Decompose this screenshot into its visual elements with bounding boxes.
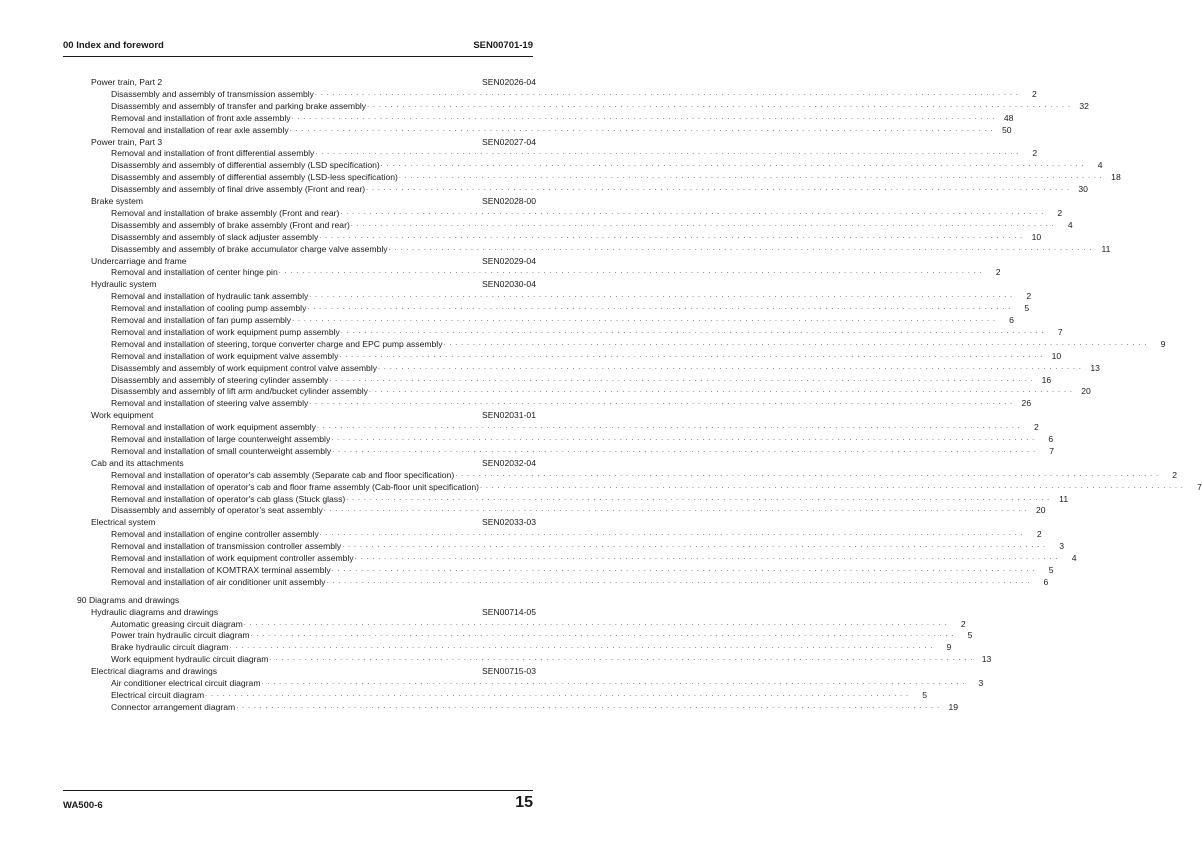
toc-entry: [111, 564, 1054, 576]
dot-leader: . . . . . . . . . . . . . . . . . . . . . . . . . . . . . . . . . . . . . . . . . . . . . . . . . . . . . . . . . . . . . . . . . . . . . . . . . . . . . . . . . . . . . . . . . . . . . . . . . . . . . . . . . . . . . . . . . . . . . . . .: [398, 173, 1103, 181]
dot-leader: . . . . . . . . . . . . . . . . . . . . . . . . . . . . . . . . . . . . . . . . . . . . . . . . . . . . . . . . . . . . . . . . . . . . . . . . . . . . . . . . . . . . . . . . . . . . . . . . . . . . . . . . . . . . . . . . . . . . . . . .: [480, 482, 1184, 490]
toc-entry: [111, 397, 1032, 409]
dot-leader: . . . . . . . . . . . . . . . . . . . . . . . . . . . . . . . . . . . . . . . . . . . . . . . . . . . . . . . . . . . . . . . . . . . . . . . . . . . . . . . . . . . . . . . . . . . . . . . . . . . . . . . . . . . . . . . . . . . . . . . .: [261, 679, 966, 686]
toc-entry-page: 3: [1059, 541, 1065, 552]
dot-leader: . . . . . . . . . . . . . . . . . . . . . . . . . . . . . . . . . . . . . . . . . . . . . . . . . . . . . . . . . . . . . . . . . . . . . . . . . . . . . . . . . . . . . . . . . . . . . . . . . . . . . . . . . . . . . . . . . . . . . . . .: [291, 113, 996, 121]
section-heading: [91, 136, 536, 148]
toc-entry-page: 2: [1026, 291, 1032, 302]
dot-leader: . . . . . . . . . . . . . . . . . . . . . . . . . . . . . . . . . . . . . . . . . . . . . . . . . . . . . . . . . . . . . . . . . . . . . . . . . . . . . . . . . . . . . . . . . . . . . . . . . . . . . . . . . . . . . . . . . . . . . . . .: [205, 690, 909, 698]
toc-entry-title: Removal and installation of hydraulic tank assembly: [111, 291, 309, 302]
toc-entry: [111, 266, 1001, 278]
toc-entry: [111, 124, 1012, 136]
section-title: Electrical system: [91, 517, 156, 528]
toc-entry-title: Removal and installation of work equipment pump assembly: [111, 326, 340, 337]
toc-entry-page: 6: [1043, 576, 1049, 587]
toc-entry-title: Disassembly and assembly of brake assembly (Front and rear): [111, 219, 350, 230]
toc-entry-title: Removal and installation of transmission controller assembly: [111, 541, 342, 552]
toc-entry-title: Disassembly and assembly of brake accumulator charge valve assembly: [111, 243, 388, 254]
toc-entry-page: 9: [946, 642, 952, 653]
toc-entry-title: Brake hydraulic circuit diagram: [111, 642, 229, 653]
toc-entry-title: Air conditioner electrical circuit diagram: [111, 678, 261, 688]
toc-entry-title: Removal and installation of steering valve assembly: [111, 398, 309, 409]
dot-leader: . . . . . . . . . . . . . . . . . . . . . . . . . . . . . . . . . . . . . . . . . . . . . . . . . . . . . . . . . . . . . . . . . . . . . . . . . . . . . . . . . . . . . . . . . . . . . . . . . . . . . . . . . . . . . . . . . . . . . . . .: [340, 327, 1045, 335]
toc-entry-title: Disassembly and assembly of steering cylinder assembly: [111, 374, 329, 385]
toc-entry-page: 3: [978, 678, 984, 688]
toc-entry-title: Automatic greasing circuit diagram: [111, 618, 243, 629]
toc-entry: [111, 641, 952, 653]
toc-entry-title: Disassembly and assembly of differential assembly (LSD specification): [111, 160, 380, 171]
toc-entry-page: 2: [1032, 88, 1037, 99]
dot-leader: . . . . . . . . . . . . . . . . . . . . . . . . . . . . . . . . . . . . . . . . . . . . . . . . . . . . . . . . . . . . . . . . . . . . . . . . . . . . . . . . . . . . . . . . . . . . . . . . . . . . . . . . . . . . . . . . . . . . . . . .: [278, 268, 983, 276]
toc-entry-page: 13: [981, 654, 992, 665]
dot-leader: . . . . . . . . . . . . . . . . . . . . . . . . . . . . . . . . . . . . . . . . . . . . . . . . . . . . . . . . . . . . . . . . . . . . . . . . . . . . . . . . . . . . . . . . . . . . . . . . . . . . . . . . . . . . . . . . . . . . . . . .: [309, 399, 1014, 407]
toc-entry: [111, 302, 1030, 314]
section-title: Hydraulic diagrams and drawings: [91, 606, 219, 617]
section-title: Cab and its attachments: [91, 457, 184, 468]
toc-entry-page: 2: [1032, 148, 1038, 159]
section-heading: [91, 665, 536, 677]
section-code: SEN02029-04: [482, 255, 536, 266]
section-code: SEN02032-04: [482, 457, 536, 468]
section-code: SEN02030-04: [482, 279, 536, 290]
toc-entry-page: 20: [1081, 386, 1091, 397]
toc-entry-page: 10: [1031, 231, 1042, 242]
toc-entry-title: Disassembly and assembly of transfer and parking brake assembly: [111, 100, 367, 111]
section-code: SEN02033-03: [482, 517, 536, 528]
toc-entry: [111, 207, 1063, 219]
toc-entry: [111, 493, 1069, 505]
dot-leader: . . . . . . . . . . . . . . . . . . . . . . . . . . . . . . . . . . . . . . . . . . . . . . . . . . . . . . . . . . . . . . . . . . . . . . . . . . . . . . . . . . . . . . . . . . . . . . . . . . . . . . . . . . . . . . . . . . . . . . . .: [331, 435, 1036, 442]
section-heading: [91, 516, 536, 528]
toc-entry: [111, 528, 1042, 540]
dot-leader: . . . . . . . . . . . . . . . . . . . . . . . . . . . . . . . . . . . . . . . . . . . . . . . . . . . . . . . . . . . . . . . . . . . . . . . . . . . . . . . . . . . . . . . . . . . . . . . . . . . . . . . . . . . . . . . . . . . . . . . .: [307, 304, 1012, 312]
toc-entry: [111, 445, 1055, 457]
toc-entry-page: 6: [1048, 434, 1054, 444]
toc-entry-title: Removal and installation of operator's cab glass (Stuck glass): [111, 493, 346, 504]
toc-entry-title: Removal and installation of front axle assembly: [111, 112, 291, 123]
toc-entry-page: 2: [1036, 529, 1042, 540]
dot-leader: . . . . . . . . . . . . . . . . . . . . . . . . . . . . . . . . . . . . . . . . . . . . . . . . . . . . . . . . . . . . . . . . . . . . . . . . . . . . . . . . . . . . . . . . . . . . . . . . . . . . . . . . . . . . . . . . . . . . . . . .: [342, 542, 1047, 550]
toc-entry-page: 19: [948, 701, 959, 712]
toc-entry-page: 2: [1172, 469, 1178, 480]
toc-entry-title: Removal and installation of air conditioner unit assembly: [111, 576, 326, 587]
toc-entry: [111, 701, 959, 713]
dot-leader: . . . . . . . . . . . . . . . . . . . . . . . . . . . . . . . . . . . . . . . . . . . . . . . . . . . . . . . . . . . . . . . . . . . . . . . . . . . . . . . . . . . . . . . . . . . . . . . . . . . . . . . . . . . . . . . . . . . . . . . .: [350, 220, 1055, 228]
toc-entry: [111, 362, 1100, 374]
toc-entry: [111, 469, 1178, 481]
toc-entry-page: 7: [1197, 481, 1202, 492]
toc-entry-title: Disassembly and assembly of slack adjuster assembly: [111, 231, 319, 242]
toc-entry-page: 2: [1033, 422, 1039, 433]
toc-entry: [111, 243, 1111, 255]
section-heading: [91, 409, 536, 421]
dot-leader: . . . . . . . . . . . . . . . . . . . . . . . . . . . . . . . . . . . . . . . . . . . . . . . . . . . . . . . . . . . . . . . . . . . . . . . . . . . . . . . . . . . . . . . . . . . . . . . . . . . . . . . . . . . . . . . . . . . . . . . .: [332, 446, 1037, 454]
section-code: SEN02028-00: [482, 196, 536, 206]
header-chapter-title: 00 Index and foreword: [63, 40, 164, 51]
toc-entry-title: Disassembly and assembly of transmission assembly: [111, 88, 314, 99]
section-title: Power train, Part 3: [91, 136, 163, 147]
toc-entry: [111, 171, 1121, 183]
toc-entry: [111, 183, 1088, 195]
toc-entry-title: Disassembly and assembly of work equipment control valve assembly: [111, 362, 378, 373]
toc-entry: [111, 314, 1014, 326]
toc-entry-title: Removal and installation of work equipment assembly: [111, 422, 316, 433]
dot-leader: . . . . . . . . . . . . . . . . . . . . . . . . . . . . . . . . . . . . . . . . . . . . . . . . . . . . . . . . . . . . . . . . . . . . . . . . . . . . . . . . . . . . . . . . . . . . . . . . . . . . . . . . . . . . . . . . . . . . . . . .: [366, 185, 1070, 193]
toc-entry-page: 5: [967, 630, 973, 641]
dot-leader: . . . . . . . . . . . . . . . . . . . . . . . . . . . . . . . . . . . . . . . . . . . . . . . . . . . . . . . . . . . . . . . . . . . . . . . . . . . . . . . . . . . . . . . . . . . . . . . . . . . . . . . . . . . . . . . . . . . . . . . .: [443, 339, 1148, 347]
footer-model: WA500-6: [63, 800, 103, 811]
toc-entry: [111, 421, 1039, 433]
section-heading: [91, 76, 536, 88]
toc-entry: [111, 689, 927, 701]
section-code: SEN00715-03: [482, 666, 536, 677]
toc-entry-page: 4: [1067, 219, 1073, 230]
section-heading: [91, 255, 536, 267]
toc-entry-title: Removal and installation of center hinge pin: [111, 267, 278, 278]
dot-leader: . . . . . . . . . . . . . . . . . . . . . . . . . . . . . . . . . . . . . . . . . . . . . . . . . . . . . . . . . . . . . . . . . . . . . . . . . . . . . . . . . . . . . . . . . . . . . . . . . . . . . . . . . . . . . . . . . . . . . . . .: [339, 351, 1044, 359]
dot-leader: . . . . . . . . . . . . . . . . . . . . . . . . . . . . . . . . . . . . . . . . . . . . . . . . . . . . . . . . . . . . . . . . . . . . . . . . . . . . . . . . . . . . . . . . . . . . . . . . . . . . . . . . . . . . . . . . . . . . . . . .: [243, 619, 948, 627]
section-heading: [91, 457, 536, 469]
section-heading: [91, 278, 536, 290]
toc-entry-page: 13: [1090, 362, 1100, 373]
dot-leader: . . . . . . . . . . . . . . . . . . . . . . . . . . . . . . . . . . . . . . . . . . . . . . . . . . . . . . . . . . . . . . . . . . . . . . . . . . . . . . . . . . . . . . . . . . . . . . . . . . . . . . . . . . . . . . . . . . . . . . . .: [319, 232, 1024, 240]
dot-leader: . . . . . . . . . . . . . . . . . . . . . . . . . . . . . . . . . . . . . . . . . . . . . . . . . . . . . . . . . . . . . . . . . . . . . . . . . . . . . . . . . . . . . . . . . . . . . . . . . . . . . . . . . . . . . . . . . . . . . . . .: [269, 655, 974, 663]
toc-entry-title: Disassembly and assembly of differential assembly (LSD-less specification): [111, 172, 398, 183]
chapter-title: 90 Diagrams and drawings: [77, 594, 180, 605]
dot-leader: . . . . . . . . . . . . . . . . . . . . . . . . . . . . . . . . . . . . . . . . . . . . . . . . . . . . . . . . . . . . . . . . . . . . . . . . . . . . . . . . . . . . . . . . . . . . . . . . . . . . . . . . . . . . . . . . . . . . . . . .: [314, 89, 1019, 97]
toc-entry-page: 11: [1059, 493, 1069, 504]
dot-leader: . . . . . . . . . . . . . . . . . . . . . . . . . . . . . . . . . . . . . . . . . . . . . . . . . . . . . . . . . . . . . . . . . . . . . . . . . . . . . . . . . . . . . . . . . . . . . . . . . . . . . . . . . . . . . . . . . . . . . . . .: [346, 494, 1051, 502]
section-code: SEN00714-05: [482, 606, 536, 617]
section-title: Undercarriage and frame: [91, 255, 187, 266]
toc-entry-title: Removal and installation of small counterweight assembly: [111, 445, 332, 456]
toc-entry: [111, 481, 1202, 493]
section-title: Hydraulic system: [91, 279, 157, 290]
page-header: [63, 40, 533, 54]
toc-entry: [111, 112, 1014, 124]
toc-entry: [111, 385, 1091, 397]
toc-entry-title: Removal and installation of steering, torque converter charge and EPC pump assembly: [111, 338, 443, 349]
section-title: Work equipment: [91, 410, 154, 421]
toc-entry-title: Removal and installation of engine controller assembly: [111, 529, 319, 540]
dot-leader: . . . . . . . . . . . . . . . . . . . . . . . . . . . . . . . . . . . . . . . . . . . . . . . . . . . . . . . . . . . . . . . . . . . . . . . . . . . . . . . . . . . . . . . . . . . . . . . . . . . . . . . . . . . . . . . . . . . . . . . .: [323, 506, 1028, 514]
toc-entry-page: 30: [1078, 184, 1088, 195]
toc-entry-page: 11: [1101, 243, 1111, 254]
toc-entry-title: Removal and installation of large counterweight assembly: [111, 434, 331, 444]
toc-entry: [111, 618, 966, 630]
dot-leader: . . . . . . . . . . . . . . . . . . . . . . . . . . . . . . . . . . . . . . . . . . . . . . . . . . . . . . . . . . . . . . . . . . . . . . . . . . . . . . . . . . . . . . . . . . . . . . . . . . . . . . . . . . . . . . . . . . . . . . . .: [329, 375, 1034, 383]
toc-entry: [111, 433, 1054, 445]
dot-leader: . . . . . . . . . . . . . . . . . . . . . . . . . . . . . . . . . . . . . . . . . . . . . . . . . . . . . . . . . . . . . . . . . . . . . . . . . . . . . . . . . . . . . . . . . . . . . . . . . . . . . . . . . . . . . . . . . . . . . . . .: [236, 702, 941, 710]
toc-entry-title: Power train hydraulic circuit diagram: [111, 630, 250, 641]
toc-entry-page: 32: [1079, 100, 1089, 111]
toc-entry-title: Connector arrangement diagram: [111, 701, 236, 712]
toc-entry-title: Removal and installation of KOMTRAX terminal assembly: [111, 564, 331, 575]
toc-entry: [111, 290, 1032, 302]
section-title: Power train, Part 2: [91, 77, 163, 87]
header-document-code: SEN00701-19: [473, 40, 533, 51]
toc-entry: [111, 88, 1037, 100]
footer-page-number: 15: [515, 794, 533, 811]
page-footer: [63, 794, 533, 816]
section-code: SEN02027-04: [482, 136, 536, 147]
dot-leader: . . . . . . . . . . . . . . . . . . . . . . . . . . . . . . . . . . . . . . . . . . . . . . . . . . . . . . . . . . . . . . . . . . . . . . . . . . . . . . . . . . . . . . . . . . . . . . . . . . . . . . . . . . . . . . . . . . . . . . . .: [388, 244, 1093, 252]
toc-entry: [111, 374, 1052, 386]
toc-entry: [111, 350, 1062, 362]
dot-leader: . . . . . . . . . . . . . . . . . . . . . . . . . . . . . . . . . . . . . . . . . . . . . . . . . . . . . . . . . . . . . . . . . . . . . . . . . . . . . . . . . . . . . . . . . . . . . . . . . . . . . . . . . . . . . . . . . . . . . . . .: [368, 387, 1073, 395]
toc-entry: [111, 504, 1046, 516]
toc-entry: [111, 147, 1038, 159]
toc-entry-page: 20: [1036, 505, 1046, 516]
toc-entry: [111, 159, 1103, 171]
footer-divider: [63, 790, 533, 791]
toc-entry-page: 7: [1049, 445, 1055, 456]
toc-entry: [111, 576, 1049, 588]
section-heading: [91, 606, 536, 618]
toc-entry-title: Removal and installation of brake assembly (Front and rear): [111, 207, 340, 218]
dot-leader: . . . . . . . . . . . . . . . . . . . . . . . . . . . . . . . . . . . . . . . . . . . . . . . . . . . . . . . . . . . . . . . . . . . . . . . . . . . . . . . . . . . . . . . . . . . . . . . . . . . . . . . . . . . . . . . . . . . . . . . .: [331, 565, 1036, 573]
toc-entry-page: 50: [1001, 124, 1012, 135]
toc-entry-page: 2: [995, 267, 1001, 278]
toc-entry: [111, 677, 984, 689]
toc-entry-page: 2: [960, 618, 966, 629]
toc-entry-title: Electrical circuit diagram: [111, 689, 205, 700]
toc-entry-page: 10: [1051, 350, 1062, 361]
dot-leader: . . . . . . . . . . . . . . . . . . . . . . . . . . . . . . . . . . . . . . . . . . . . . . . . . . . . . . . . . . . . . . . . . . . . . . . . . . . . . . . . . . . . . . . . . . . . . . . . . . . . . . . . . . . . . . . . . . . . . . . .: [292, 316, 996, 323]
dot-leader: . . . . . . . . . . . . . . . . . . . . . . . . . . . . . . . . . . . . . . . . . . . . . . . . . . . . . . . . . . . . . . . . . . . . . . . . . . . . . . . . . . . . . . . . . . . . . . . . . . . . . . . . . . . . . . . . . . . . . . . .: [367, 101, 1071, 109]
dot-leader: . . . . . . . . . . . . . . . . . . . . . . . . . . . . . . . . . . . . . . . . . . . . . . . . . . . . . . . . . . . . . . . . . . . . . . . . . . . . . . . . . . . . . . . . . . . . . . . . . . . . . . . . . . . . . . . . . . . . . . . .: [309, 292, 1014, 300]
section-code: SEN02031-01: [482, 410, 536, 421]
dot-leader: . . . . . . . . . . . . . . . . . . . . . . . . . . . . . . . . . . . . . . . . . . . . . . . . . . . . . . . . . . . . . . . . . . . . . . . . . . . . . . . . . . . . . . . . . . . . . . . . . . . . . . . . . . . . . . . . . . . . . . . .: [455, 470, 1160, 478]
section-title: Electrical diagrams and drawings: [91, 666, 218, 677]
toc-entry-page: 2: [1057, 207, 1063, 218]
section-code: SEN02026-04: [482, 77, 536, 87]
toc-entry: [111, 100, 1089, 112]
toc-entry: [111, 231, 1042, 243]
toc-entry: [111, 338, 1166, 350]
toc-entry-title: Work equipment hydraulic circuit diagram: [111, 654, 269, 665]
toc-entry-page: 48: [1003, 112, 1014, 123]
dot-leader: . . . . . . . . . . . . . . . . . . . . . . . . . . . . . . . . . . . . . . . . . . . . . . . . . . . . . . . . . . . . . . . . . . . . . . . . . . . . . . . . . . . . . . . . . . . . . . . . . . . . . . . . . . . . . . . . . . . . . . . .: [378, 363, 1082, 371]
toc-entry: [111, 653, 992, 665]
section-heading: [91, 195, 536, 207]
dot-leader: . . . . . . . . . . . . . . . . . . . . . . . . . . . . . . . . . . . . . . . . . . . . . . . . . . . . . . . . . . . . . . . . . . . . . . . . . . . . . . . . . . . . . . . . . . . . . . . . . . . . . . . . . . . . . . . . . . . . . . . .: [315, 149, 1020, 157]
toc-entry-page: 5: [1048, 564, 1054, 575]
toc-entry-page: 4: [1071, 553, 1077, 563]
toc-entry-title: Removal and installation of work equipment controller assembly: [111, 553, 354, 563]
section-title: Brake system: [91, 196, 144, 206]
dot-leader: . . . . . . . . . . . . . . . . . . . . . . . . . . . . . . . . . . . . . . . . . . . . . . . . . . . . . . . . . . . . . . . . . . . . . . . . . . . . . . . . . . . . . . . . . . . . . . . . . . . . . . . . . . . . . . . . . . . . . . . .: [354, 554, 1059, 561]
dot-leader: . . . . . . . . . . . . . . . . . . . . . . . . . . . . . . . . . . . . . . . . . . . . . . . . . . . . . . . . . . . . . . . . . . . . . . . . . . . . . . . . . . . . . . . . . . . . . . . . . . . . . . . . . . . . . . . . . . . . . . . .: [340, 208, 1045, 216]
toc-entry-title: Removal and installation of rear axle assembly: [111, 124, 289, 135]
toc-entry-title: Removal and installation of work equipment valve assembly: [111, 350, 339, 361]
toc-entry-title: Removal and installation of fan pump assembly: [111, 315, 292, 325]
dot-leader: . . . . . . . . . . . . . . . . . . . . . . . . . . . . . . . . . . . . . . . . . . . . . . . . . . . . . . . . . . . . . . . . . . . . . . . . . . . . . . . . . . . . . . . . . . . . . . . . . . . . . . . . . . . . . . . . . . . . . . . .: [229, 643, 934, 651]
toc-entry-page: 7: [1057, 326, 1063, 337]
toc-entry-page: 18: [1111, 172, 1121, 183]
toc-entry: [111, 552, 1077, 564]
dot-leader: . . . . . . . . . . . . . . . . . . . . . . . . . . . . . . . . . . . . . . . . . . . . . . . . . . . . . . . . . . . . . . . . . . . . . . . . . . . . . . . . . . . . . . . . . . . . . . . . . . . . . . . . . . . . . . . . . . . . . . . .: [380, 161, 1085, 169]
toc-entry-page: 26: [1021, 398, 1032, 409]
toc-entry-title: Removal and installation of operator's cab and floor frame assembly (Cab-floor unit specification): [111, 481, 480, 492]
toc-entry-page: 16: [1041, 374, 1052, 385]
dot-leader: . . . . . . . . . . . . . . . . . . . . . . . . . . . . . . . . . . . . . . . . . . . . . . . . . . . . . . . . . . . . . . . . . . . . . . . . . . . . . . . . . . . . . . . . . . . . . . . . . . . . . . . . . . . . . . . . . . . . . . . .: [316, 423, 1021, 431]
dot-leader: . . . . . . . . . . . . . . . . . . . . . . . . . . . . . . . . . . . . . . . . . . . . . . . . . . . . . . . . . . . . . . . . . . . . . . . . . . . . . . . . . . . . . . . . . . . . . . . . . . . . . . . . . . . . . . . . . . . . . . . .: [319, 530, 1024, 538]
toc-entry: [111, 540, 1065, 552]
toc-entry-page: 6: [1009, 315, 1014, 325]
toc-entry-title: Disassembly and assembly of lift arm and/bucket cylinder assembly: [111, 386, 368, 397]
dot-leader: . . . . . . . . . . . . . . . . . . . . . . . . . . . . . . . . . . . . . . . . . . . . . . . . . . . . . . . . . . . . . . . . . . . . . . . . . . . . . . . . . . . . . . . . . . . . . . . . . . . . . . . . . . . . . . . . . . . . . . . .: [250, 631, 955, 639]
chapter-heading: [77, 594, 537, 606]
toc-entry: [111, 219, 1073, 231]
toc-entry-page: 9: [1160, 338, 1166, 349]
dot-leader: . . . . . . . . . . . . . . . . . . . . . . . . . . . . . . . . . . . . . . . . . . . . . . . . . . . . . . . . . . . . . . . . . . . . . . . . . . . . . . . . . . . . . . . . . . . . . . . . . . . . . . . . . . . . . . . . . . . . . . . .: [289, 125, 994, 133]
toc-entry-title: Disassembly and assembly of final drive assembly (Front and rear): [111, 184, 366, 195]
header-divider: [63, 56, 533, 57]
toc-entry-title: Removal and installation of cooling pump assembly: [111, 303, 307, 314]
dot-leader: . . . . . . . . . . . . . . . . . . . . . . . . . . . . . . . . . . . . . . . . . . . . . . . . . . . . . . . . . . . . . . . . . . . . . . . . . . . . . . . . . . . . . . . . . . . . . . . . . . . . . . . . . . . . . . . . . . . . . . . .: [326, 577, 1031, 585]
toc-entry-page: 5: [1024, 303, 1030, 314]
toc-entry-title: Removal and installation of operator's cab assembly (Separate cab and floor specification): [111, 469, 455, 480]
toc-entry: [111, 326, 1063, 338]
toc-entry: [111, 629, 973, 641]
toc-entry-page: 4: [1097, 160, 1103, 171]
toc-entry-title: Disassembly and assembly of operator’s seat assembly: [111, 505, 323, 516]
toc-entry-page: 5: [922, 689, 927, 700]
toc-entry-title: Removal and installation of front differential assembly: [111, 148, 315, 159]
